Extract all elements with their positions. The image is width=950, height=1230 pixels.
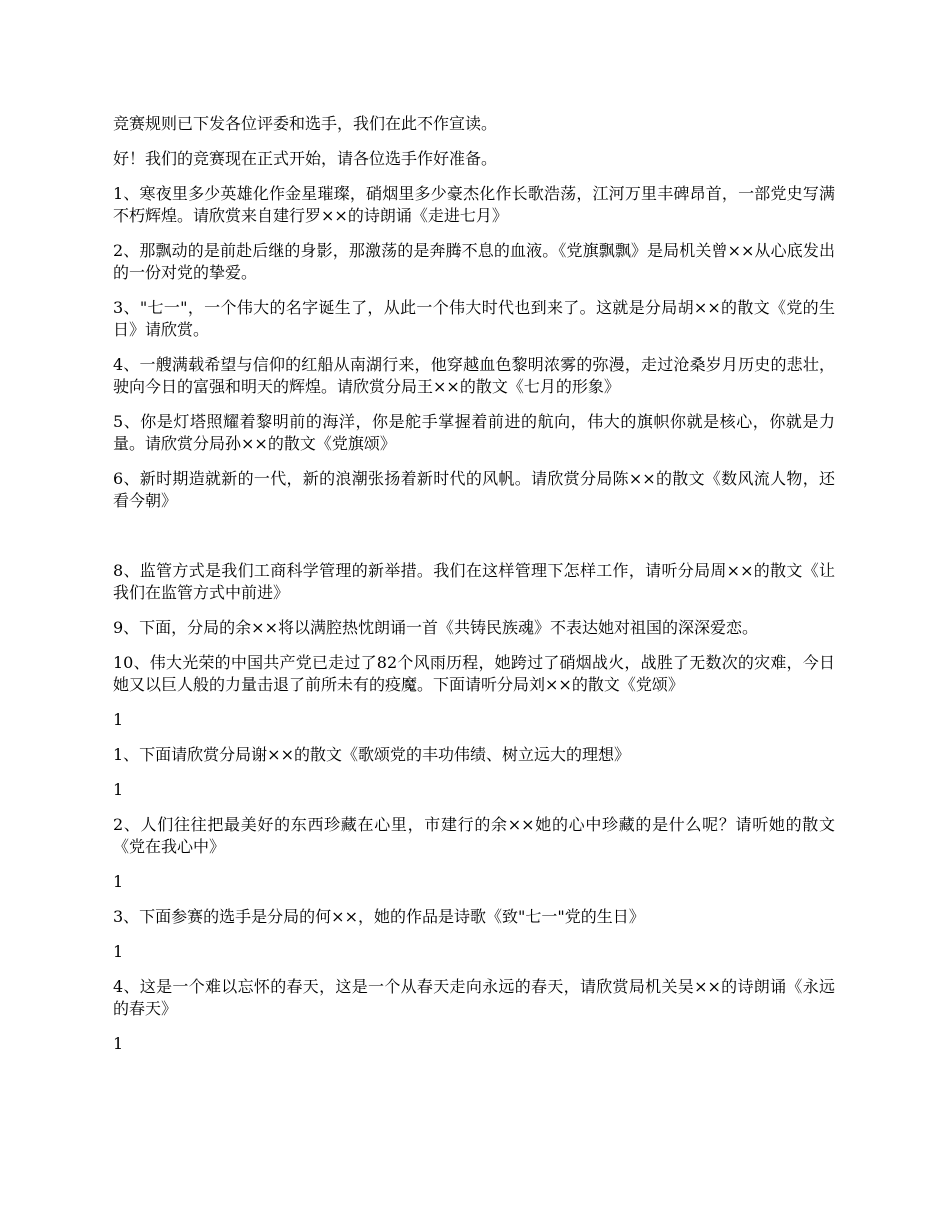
paragraph-number-marker: 1 [113,872,124,891]
paragraph-number-marker: 1 [113,942,124,961]
paragraph-number-marker: 1 [113,710,124,729]
paragraph-item-10: 10、伟大光荣的中国共产党已走过了82个风雨历程，她跨过了硝烟战火，战胜了无数次的灾难，今日她又以巨人般的力量击退了前所未有的疫魔。下面请听分局刘××的散文《党颂》 [113,653,835,694]
paragraph-second-item-3: 3、下面参赛的选手是分局的何××，她的作品是诗歌《致"七一"党的生日》 [113,907,645,926]
document-body [113,113,835,1068]
paragraph-number-marker: 1 [113,780,124,799]
paragraph-rules-notice: 竞赛规则已下发各位评委和选手，我们在此不作宣读。 [113,114,498,133]
paragraph-item-5: 5、你是灯塔照耀着黎明前的海洋，你是舵手掌握着前进的航向，伟大的旗帜你就是核心，你就是力量。请欣赏分局孙××的散文《党旗颂》 [113,412,835,453]
paragraph-second-item-4: 4、这是一个难以忘怀的春天，这是一个从春天走向永远的春天，请欣赏局机关吴××的诗朗诵《永远的春天》 [113,977,835,1018]
paragraph-second-item-2: 2、人们往往把最美好的东西珍藏在心里，市建行的余××她的心中珍藏的是什么呢？请听她的散文《党在我心中》 [113,815,835,856]
blank-gap [113,525,835,560]
paragraph-number-marker: 1 [113,1034,124,1053]
paragraph-item-1: 1、寒夜里多少英雄化作金星璀璨，硝烟里多少豪杰化作长歌浩荡，江河万里丰碑昂首，一部党史写满不朽辉煌。请欣赏来自建行罗××的诗朗诵《走进七月》 [113,184,835,225]
paragraph-item-3: 3、"七一"，一个伟大的名字诞生了，从此一个伟大时代也到来了。这就是分局胡××的散文《党的生日》请欣赏。 [113,298,835,339]
paragraph-item-8: 8、监管方式是我们工商科学管理的新举措。我们在这样管理下怎样工作，请听分局周××的散文《让我们在监管方式中前进》 [113,561,835,602]
paragraph-start-announcement: 好！我们的竞赛现在正式开始，请各位选手作好准备。 [113,149,498,168]
paragraph-item-4: 4、一艘满载希望与信仰的红船从南湖行来，他穿越血色黎明浓雾的弥漫，走过沧桑岁月历史的悲壮，驶向今日的富强和明天的辉煌。请欣赏分局王××的散文《七月的形象》 [113,355,835,396]
paragraph-item-2: 2、那飘动的是前赴后继的身影，那激荡的是奔腾不息的血液。《党旗飘飘》是局机关曾××从心底发出的一份对党的挚爱。 [113,241,835,282]
paragraph-second-item-1: 1、下面请欣赏分局谢××的散文《歌颂党的丰功伟绩、树立远大的理想》 [113,745,630,764]
paragraph-item-9: 9、下面，分局的余××将以满腔热忱朗诵一首《共铸民族魂》不表达她对祖国的深深爱恋。 [113,618,758,637]
paragraph-item-6: 6、新时期造就新的一代，新的浪潮张扬着新时代的风帆。请欣赏分局陈××的散文《数风流人物，还看今朝》 [113,469,835,510]
